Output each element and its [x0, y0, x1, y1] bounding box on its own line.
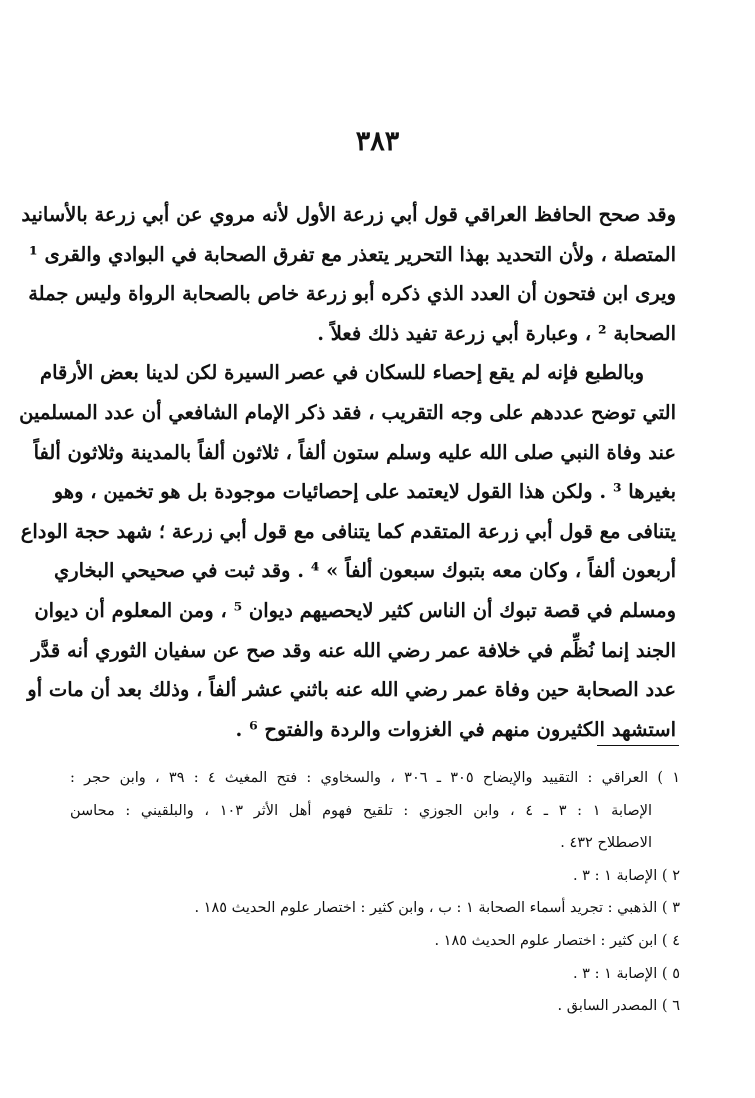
- footnote-divider: [597, 745, 679, 746]
- page-number: ٣٨٣: [355, 126, 400, 157]
- body-line: استشهد الكثيرون منهم في الغزوات والردة والفتوح ⁶ .: [235, 717, 676, 741]
- body-line: الصحابة ² ، وعبارة أبي زرعة تفيد ذلك فعلاً .: [317, 321, 676, 345]
- body-line: عدد الصحابة حين وفاة عمر رضي الله عنه باثني عشر ألفاً ، وذلك بعد أن مات أو: [27, 678, 676, 702]
- body-line: التي توضح عددهم على وجه التقريب ، فقد ذكر الإمام الشافعي أن عدد المسلمين: [19, 400, 676, 424]
- body-line: يتنافى مع قول أبي زرعة المتقدم كما يتنافى مع قول أبي زرعة ؛ شهد حجة الوداع: [20, 519, 676, 543]
- body-line: ويرى ابن فتحون أن العدد الذي ذكره أبو زرعة خاص بالصحابة الرواة وليس جملة: [28, 282, 676, 306]
- footnote-line: الاصطلاح ٤٣٢ .: [560, 835, 652, 852]
- body-line: عند وفاة النبي صلى الله عليه وسلم ستون ألفاً ، ثلاثون ألفاً بالمدينة وثلاثون ألفاً: [33, 440, 676, 464]
- body-line: وقد صحح الحافظ العراقي قول أبي زرعة الأول لأنه مروي عن أبي زرعة بالأسانيد: [21, 203, 676, 226]
- footnote-line: ٥ ) الإصابة ١ : ٣ .: [572, 965, 680, 982]
- body-text: [19, 195, 676, 749]
- footnote-line: ٣ ) الذهبي : تجريد أسماء الصحابة ١ : ب ، وابن كثير : اختصار علوم الحديث ١٨٥ .: [194, 900, 680, 917]
- body-line: الجند إنما نُظِّم في خلافة عمر رضي الله عنه وقد صح عن سفيان الثوري أنه قدَّر: [31, 638, 676, 662]
- footnote-line: ٤ ) ابن كثير : اختصار علوم الحديث ١٨٥ .: [434, 932, 680, 949]
- body-line: وبالطبع فإنه لم يقع إحصاء للسكان في عصر السيرة لكن لدينا بعض الأرقام: [40, 361, 644, 385]
- body-line: بغيرها ³ . ولكن هذا القول لايعتمد على إحصائيات موجودة بل هو تخمين ، وهو: [53, 480, 676, 504]
- body-line: ومسلم في قصة تبوك أن الناس كثير لايحصيهم ديوان ⁵ ، ومن المعلوم أن ديوان: [34, 598, 676, 622]
- footnote-line: ٢ ) الإصابة ١ : ٣ .: [572, 867, 680, 884]
- footnote-line: ٦ ) المصدر السابق .: [557, 998, 680, 1015]
- footnote-line: ١ ) العراقي : التقييد والإيضاح ٣٠٥ ـ ٣٠٦ ، والسخاوي : فتح المغيث ٤ : ٣٩ ، وابن حجر :: [70, 770, 681, 786]
- body-line: أربعون ألفاً ، وكان معه بتبوك سبعون ألفاً » ⁴ . وقد ثبت في صحيحي البخاري: [53, 559, 676, 583]
- body-line: المتصلة ، ولأن التحديد بهذا التحرير يتعذر مع تفرق الصحابة في البوادي والقرى ¹: [29, 242, 676, 266]
- footnotes: [70, 762, 680, 1023]
- footnote-line: الإصابة ١ : ٣ ـ ٤ ، وابن الجوزي : تلقيح فهوم أهل الأثر ١٠٣ ، والبلقيني : محاسن: [70, 802, 653, 819]
